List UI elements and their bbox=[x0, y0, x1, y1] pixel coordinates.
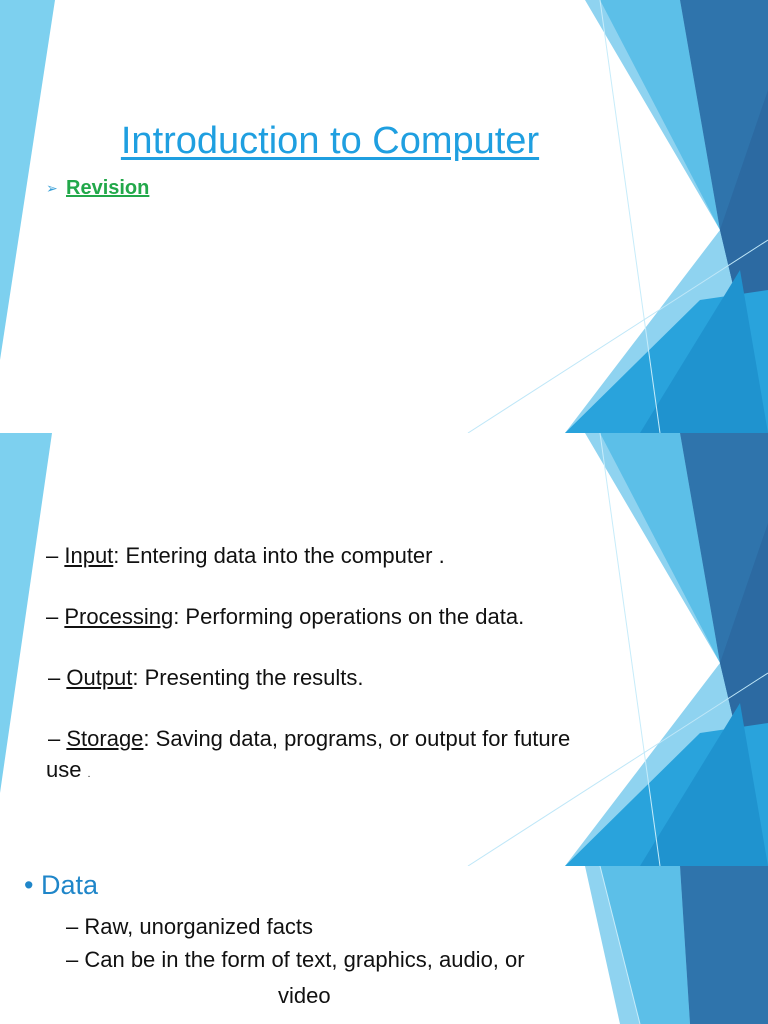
continuation-text: use bbox=[46, 757, 82, 782]
slide-chapter bbox=[0, 433, 768, 866]
storage-continuation bbox=[46, 757, 90, 783]
dash: – bbox=[48, 665, 67, 690]
definition: : Entering data into the computer . bbox=[113, 543, 445, 568]
data-line: – Can be in the form of text, graphics, audio, or bbox=[66, 947, 525, 972]
slide-decoration bbox=[0, 0, 768, 433]
dash: – bbox=[46, 543, 65, 568]
data-line: – Raw, unorganized facts bbox=[66, 914, 314, 939]
definition: : Saving data, programs, or output for future bbox=[143, 726, 571, 751]
definition: : Presenting the results. bbox=[132, 665, 364, 690]
term-output: Output bbox=[66, 665, 133, 690]
arrow-bullet-icon: ➢ bbox=[46, 180, 58, 196]
revision-link[interactable]: Revision bbox=[66, 177, 150, 199]
term-processing: Processing bbox=[64, 604, 174, 629]
dash: – bbox=[46, 604, 65, 629]
slide-title-text: Introduction to Computer bbox=[120, 120, 540, 162]
term-input: Input bbox=[64, 543, 114, 568]
list-item-processing bbox=[46, 604, 524, 630]
data-heading: • Data bbox=[24, 870, 98, 900]
definition: : Performing operations on the data. bbox=[173, 604, 525, 629]
list-item-input bbox=[46, 543, 445, 569]
slide-decoration bbox=[0, 866, 768, 1024]
list-item-output bbox=[48, 665, 364, 691]
slide-title bbox=[0, 0, 768, 433]
data-line: video bbox=[278, 983, 331, 1008]
slide-data bbox=[0, 866, 768, 1024]
term-storage: Storage bbox=[66, 726, 144, 751]
period: . bbox=[87, 769, 91, 780]
dash: – bbox=[48, 726, 67, 751]
list-item-storage bbox=[48, 726, 570, 752]
slide-decoration bbox=[0, 433, 768, 866]
